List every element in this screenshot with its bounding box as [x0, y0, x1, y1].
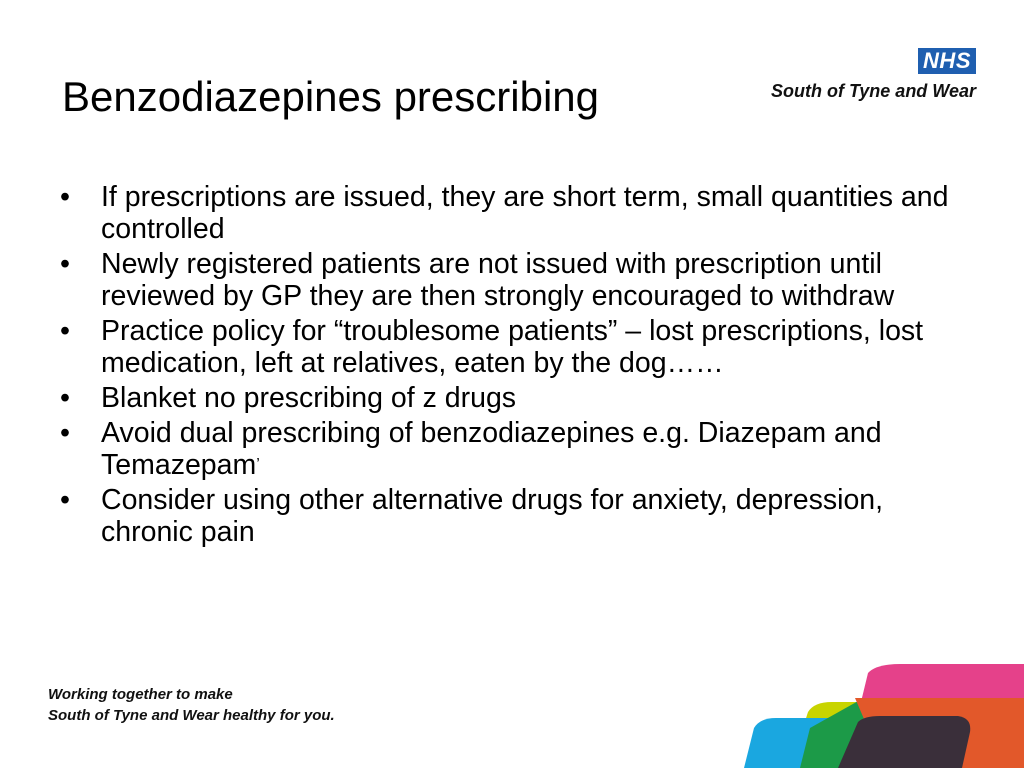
- nhs-logo: [771, 48, 976, 102]
- bullet-text: Blanket no prescribing of z drugs: [101, 382, 517, 414]
- bullet-icon: •: [60, 382, 70, 414]
- cyan-shape: [744, 718, 830, 768]
- footer-line-2: South of Tyne and Wear healthy for you.: [48, 707, 335, 724]
- bullet-text: Newly registered patients are not issued with prescription until reviewed by GP they are then strongly encouraged to withdraw: [101, 248, 895, 312]
- bullet-icon: •: [60, 315, 70, 347]
- list-item: [60, 417, 960, 481]
- bullet-icon: •: [60, 181, 70, 213]
- orange-shape: [855, 698, 1024, 768]
- bullet-icon: •: [60, 248, 70, 280]
- bullet-icon: •: [60, 484, 70, 516]
- bullet-icon: •: [60, 417, 70, 449]
- list-item: [60, 248, 960, 312]
- slide-title: Benzodiazepines prescribing: [62, 73, 599, 120]
- list-item: [60, 484, 960, 548]
- green-shape: [800, 700, 900, 768]
- organisation-name: South of Tyne and Wear: [770, 81, 976, 101]
- list-item: [60, 382, 960, 414]
- bullet-text: Practice policy for “troublesome patients” – lost prescriptions, lost medication, left at relatives, eaten by the dog……: [101, 315, 924, 379]
- footer-tagline: [48, 684, 335, 726]
- bullet-text: If prescriptions are issued, they are short term, small quantities and controlled: [101, 181, 949, 245]
- bullet-suffix: ’: [256, 456, 260, 473]
- nhs-badge: NHS: [918, 48, 976, 74]
- bullet-list: [60, 181, 960, 551]
- lime-shape: [790, 702, 925, 768]
- list-item: [60, 315, 960, 379]
- dark-shape: [838, 716, 970, 768]
- bullet-text: Avoid dual prescribing of benzodiazepines e.g. Diazepam and Temazepam: [101, 417, 882, 481]
- list-item: [60, 181, 960, 245]
- footer-line-1: Working together to make: [48, 686, 233, 703]
- magenta-shape: [845, 664, 1024, 768]
- bullet-text: Consider using other alternative drugs for anxiety, depression, chronic pain: [101, 484, 884, 548]
